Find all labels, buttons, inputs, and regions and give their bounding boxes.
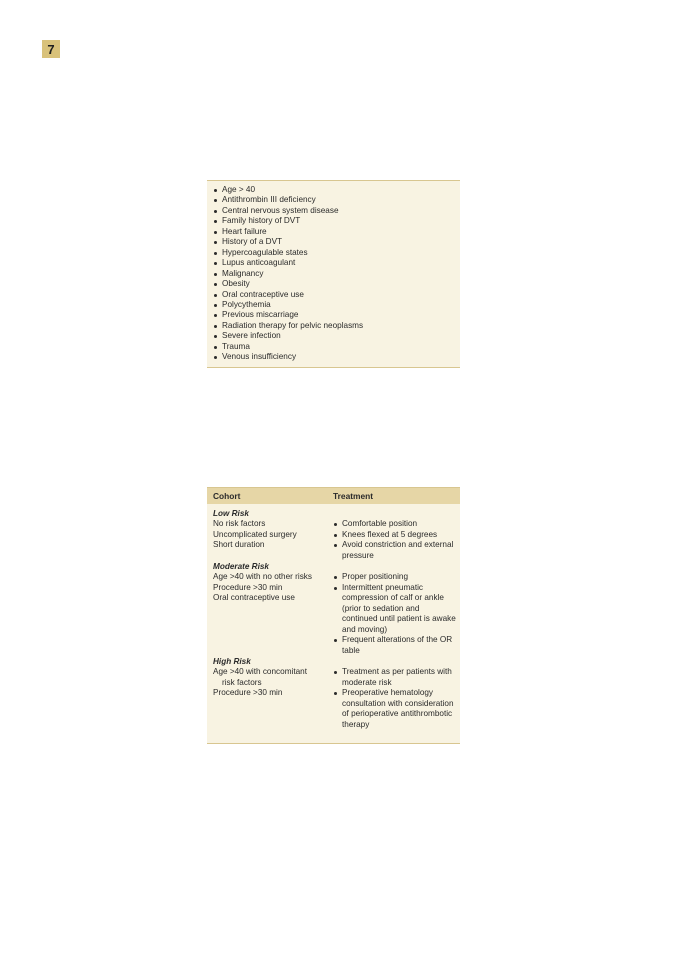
cohort-cell: [207, 572, 331, 656]
treatment-cell: [331, 572, 460, 656]
risk-factor-item: Family history of DVT: [214, 216, 460, 226]
risk-factors-list: [214, 185, 460, 363]
cohort-line: Uncomplicated surgery: [213, 529, 297, 539]
treatment-item: Frequent alterations of the OR table: [333, 635, 460, 656]
treatment-item: Treatment as per patients with moderate risk: [333, 667, 460, 688]
treatment-cell: [331, 667, 460, 730]
cohort-line: risk factors: [222, 677, 262, 687]
section-high-risk: [207, 667, 460, 730]
table-header-row: [207, 488, 460, 504]
treatment-item: Knees flexed at 5 degrees: [333, 530, 460, 541]
risk-factor-item: Lupus anticoagulant: [214, 258, 460, 268]
chapter-number-badge: 7: [42, 40, 60, 58]
treatment-item: Intermittent pneumatic compression of calf or ankle (prior to sedation and continued until patient is awake and moving): [333, 583, 460, 636]
risk-factor-item: Antithrombin III deficiency: [214, 195, 460, 205]
risk-factor-item: Previous miscarriage: [214, 310, 460, 320]
risk-factor-item: Severe infection: [214, 331, 460, 341]
treatment-item: Comfortable position: [333, 519, 460, 530]
cohort-line: Procedure >30 min: [213, 582, 283, 592]
section-title-high-risk: High Risk: [213, 657, 251, 666]
cohort-line: Age >40 with concomitant: [213, 667, 307, 676]
risk-factor-item: Central nervous system disease: [214, 206, 460, 216]
treatment-item: Proper positioning: [333, 572, 460, 583]
risk-treatment-table: [207, 487, 460, 744]
section-title-moderate-risk: Moderate Risk: [213, 562, 269, 571]
section-moderate-risk: [207, 572, 460, 656]
risk-factor-item: Polycythemia: [214, 300, 460, 310]
risk-factor-item: Oral contraceptive use: [214, 290, 460, 300]
cohort-cell: [207, 519, 331, 561]
risk-factors-box: [207, 180, 460, 368]
risk-factor-item: Trauma: [214, 342, 460, 352]
risk-factor-item: Hypercoagulable states: [214, 248, 460, 258]
section-low-risk: [207, 519, 460, 561]
risk-factor-item: Venous insufficiency: [214, 352, 460, 362]
cohort-line: Short duration: [213, 540, 265, 549]
cohort-line: Oral contraceptive use: [213, 593, 295, 602]
cohort-line: Procedure >30 min: [213, 688, 283, 697]
treatment-item: Avoid constriction and external pressure: [333, 540, 460, 561]
risk-factor-item: History of a DVT: [214, 237, 460, 247]
risk-factor-item: Obesity: [214, 279, 460, 289]
risk-factor-item: Malignancy: [214, 269, 460, 279]
treatment-item: Preoperative hematology consultation with consideration of perioperative antithrombotic therapy: [333, 688, 460, 730]
risk-factor-item: Age > 40: [214, 185, 460, 195]
risk-factor-item: Radiation therapy for pelvic neoplasms: [214, 321, 460, 331]
treatment-cell: [331, 519, 460, 561]
risk-factor-item: Heart failure: [214, 227, 460, 237]
treatment-header: Treatment: [333, 491, 374, 501]
cohort-line: No risk factors: [213, 519, 266, 528]
cohort-line: Age >40 with no other risks: [213, 572, 312, 581]
section-title-low-risk: Low Risk: [213, 509, 249, 518]
cohort-cell: [207, 667, 331, 730]
cohort-header: Cohort: [213, 491, 241, 501]
